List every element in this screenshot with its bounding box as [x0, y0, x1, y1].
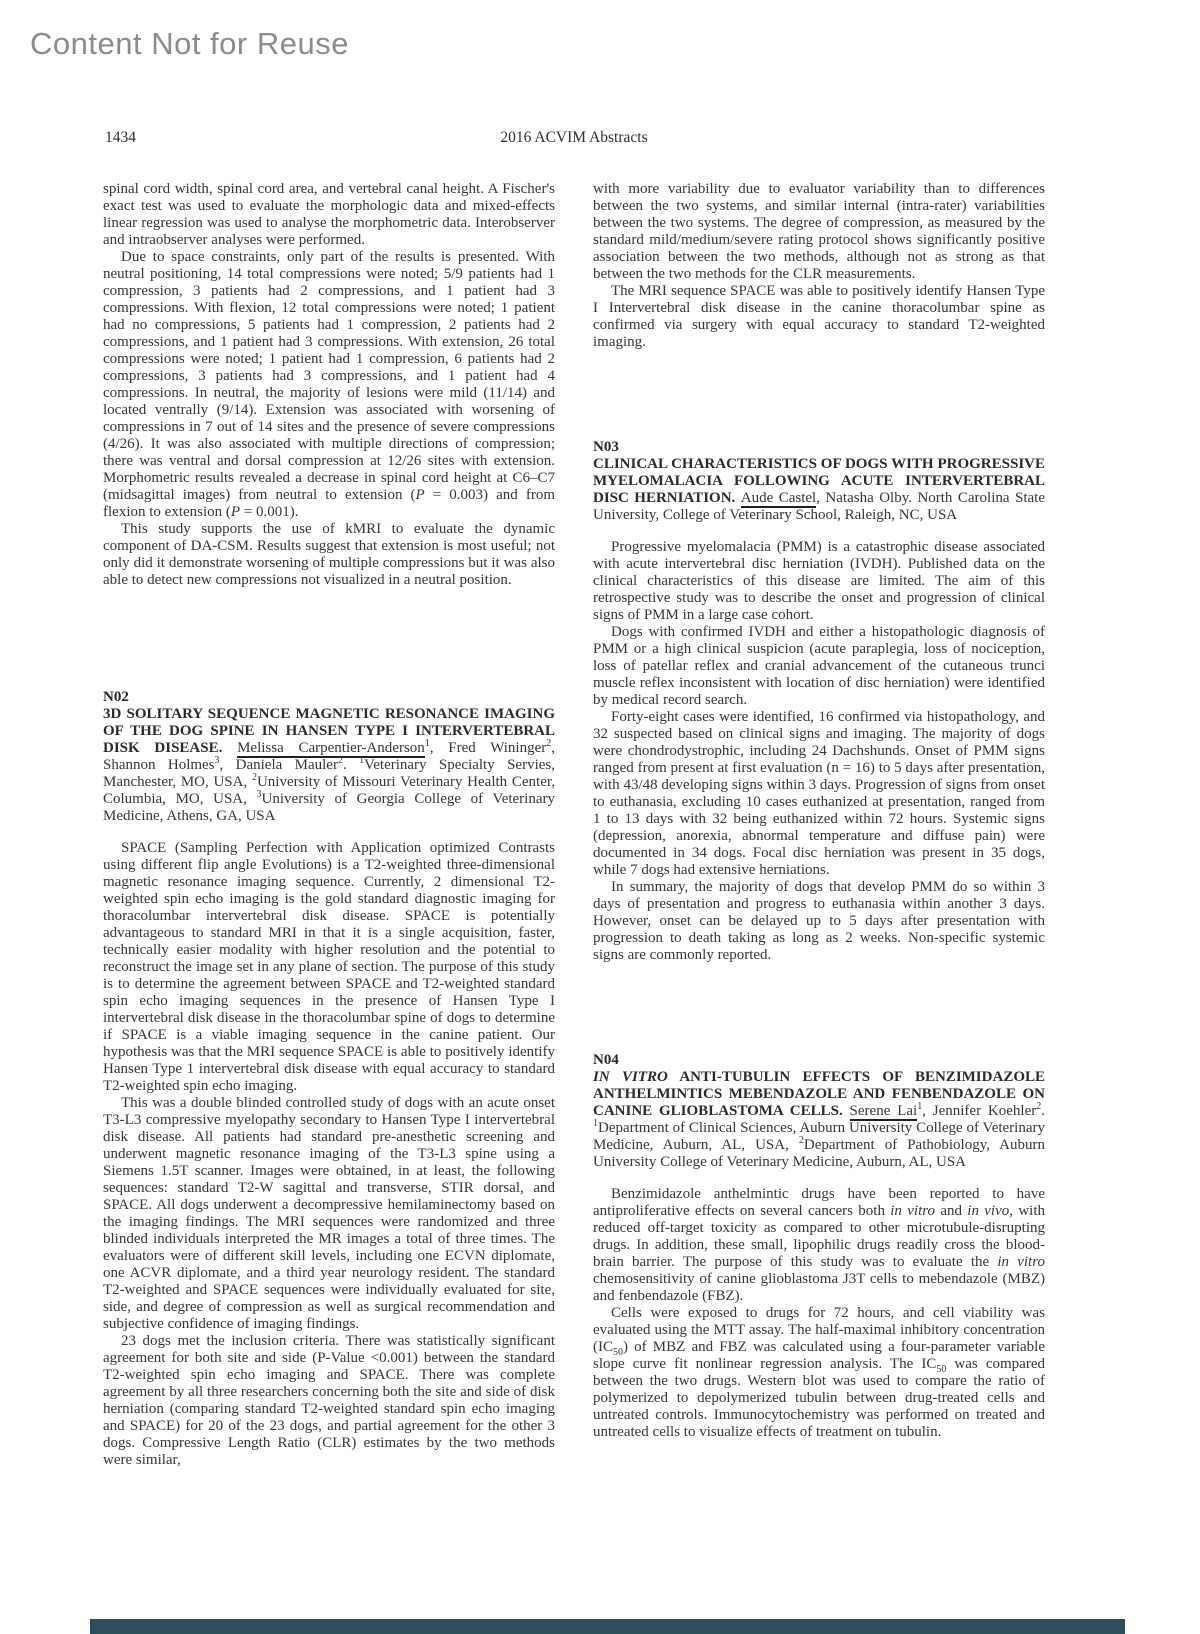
text-segment: and: [935, 1203, 968, 1219]
text-segment: , with reduced off-target toxicity as compared to other microtubule-disrupting drugs. In addition, these small, lipophilic drugs readily cross the blood-brain barrier. The purpose of this study was to evaluate the: [593, 1203, 1045, 1270]
text-segment: 2: [337, 755, 343, 766]
text-segment: P: [230, 504, 241, 520]
text-segment: in vitro: [890, 1203, 936, 1219]
abstract-paragraph: [593, 709, 1045, 879]
text-segment: Progressive myelomalacia (PMM) is a catastrophic disease associated with acute intervertebral disc herniation (IVDH). Published data on the clinical characteristics of this disease are limited. The aim of this retrospective study was to describe the onset and progression of clinical signs of PMM in a large case cohort.: [593, 539, 1045, 623]
text-segment: = 0.003) and from flexion to extension (: [103, 487, 555, 520]
abstract-id: N03: [593, 439, 619, 455]
text-segment: chemosensitivity of canine glioblastoma J3T cells to mebendazole (MBZ) and fenbendazole (FBZ).: [593, 1271, 1045, 1304]
text-segment: In summary, the majority of dogs that develop PMM do so within 3 days of presentation and progress to euthanasia within another 3 days. However, onset can be delayed up to 5 days after presentation with progression to death taking as long as 2 weeks. Non-specific systemic signs are commonly reported.: [593, 879, 1045, 963]
abstract-paragraph: [103, 840, 555, 1095]
text-segment: This study supports the use of kMRI to evaluate the dynamic component of DA-CSM. Results suggest that extension is most useful; not only did it demonstrate worsening of multiple compressions but it was also able to detect new compressions not visualized in a neutral position.: [103, 521, 555, 588]
text-segment: , Fred Wininger: [429, 740, 547, 756]
text-segment: 3: [214, 755, 220, 766]
text-segment: The MRI sequence SPACE was able to positively identify Hansen Type I Intervertebral disk disease in the canine thoracolumbar spine as confirmed via surgery with equal accuracy to standard T2-weighted imaging.: [593, 283, 1045, 350]
abstract-title-authors: [103, 706, 555, 825]
text-segment: , Natasha Olby. North Carolina State University, College of Veterinary School, Raleigh, NC, USA: [593, 490, 1045, 523]
abstract-title-authors: [593, 1069, 1045, 1171]
footer-bar: [90, 1619, 1125, 1634]
abstract-paragraph: [103, 521, 555, 589]
abstract-id: N02: [103, 689, 129, 705]
content-not-for-reuse-watermark: Content Not for Reuse: [30, 26, 349, 61]
abstract-heading: [593, 439, 1045, 524]
abstract-title-authors: [593, 456, 1045, 524]
abstract-paragraph: [103, 249, 555, 521]
text-segment: Benzimidazole anthelmintic drugs have been reported to have antiproliferative effects on several cancers both: [593, 1186, 1045, 1219]
abstract-paragraph: [593, 539, 1045, 624]
section-gap: [103, 589, 555, 689]
abstract-paragraph: [593, 879, 1045, 964]
text-segment: Dogs with confirmed IVDH and either a histopathologic diagnosis of PMM or a high clinical suspicion (acute paraplegia, loss of nociception, loss of patellar reflex and cranial advancement of the cutaneous trunci muscle reflex inconsistent with location of disc herniation) were identified by medical record search.: [593, 624, 1045, 708]
right-column: [593, 181, 1045, 1469]
text-segment: = 0.001).: [240, 504, 299, 520]
text-segment: Cells were exposed to drugs for 72 hours, and cell viability was evaluated using the MTT assay. The half-maximal inhibitory concentration (IC: [593, 1305, 1045, 1355]
text-segment: 23 dogs met the inclusion criteria. There was statistically significant agreement for both site and side (P-Value <0.001) between the standard T2-weighted spin echo imaging and SPACE. There was complete agreement by all three researchers concerning both the site and side of disk herniation (comparing standard T2-weighted standard spin echo imaging and SPACE) for 20 of the 23 dogs, and partial agreement for the other 3 dogs. Compressive Length Ratio (CLR) estimates by the two methods were similar,: [103, 1333, 555, 1468]
abstract-paragraph: [103, 1095, 555, 1333]
text-segment: 50: [936, 1364, 947, 1375]
text-segment: SPACE (Sampling Perfection with Application optimized Contrasts using different flip angle Evolutions) is a T2-weighted three-dimensional magnetic resonance imaging sequence. Currently, 2 dimensional T2-weighted spin echo imaging is the gold standard diagnostic imaging for thoracolumbar intervertebral disk disease. SPACE is potentially advantageous to standard MRI in that it is a single acquisition, faster, technically easier modality with higher resolution and the potential to reconstruct the image set in any plane of section. The purpose of this study is to determine the agreement between SPACE and T2-weighted standard spin echo imaging sequences in the presence of Hansen Type I intervertebral disk disease in the thoracolumbar spine of dogs to determine if SPACE is a viable imaging sequence in the canine patient. Our hypothesis was that the MRI sequence SPACE is able to positively identify Hansen Type 1 intervertebral disk disease with equal accuracy to standard T2-weighted spin echo imaging.: [103, 840, 555, 1094]
abstract-paragraph: [103, 1333, 555, 1469]
text-segment: in vivo: [967, 1203, 1010, 1219]
section-gap: [593, 351, 1045, 439]
abstract-paragraph: [593, 283, 1045, 351]
text-segment: 50: [613, 1347, 623, 1358]
text-segment: CLINICAL CHARACTERISTICS OF DOGS WITH PROGRESSIVE MYELOMALACIA FOLLOWING ACUTE INTERVERTEBRAL DISC HERNIATION.: [593, 456, 1045, 506]
text-segment: This was a double blinded controlled study of dogs with an acute onset T3-L3 compressive myelopathy secondary to Hansen Type I intervertebral disk disease. All patients had standard pre-anesthetic screening and underwent magnetic resonance imaging of the T3-L3 spine using a Siemens 1.5T scanner. Images were obtained, in at least, the following sequences: standard T2-W sagittal and transverse, STIR dorsal, and SPACE. All dogs underwent a decompressive hemilaminectomy based on the imaging findings. The MRI sequences were randomized and three blinded individuals interpreted the MR images a total of three times. The evaluators were of different skill levels, including one ECVN diplomate, one ACVR diplomate, and a third year neurology resident. The standard T2-weighted and SPACE sequences were individually evaluated for site, side, and degree of compression as well as surgical recommendation and subjective confidence of imaging findings.: [103, 1095, 555, 1332]
text-segment: 2: [798, 1135, 804, 1146]
text-segment: 2: [546, 738, 552, 749]
text-segment: , Daniela Mauler: [219, 757, 338, 773]
section-gap: [593, 964, 1045, 1052]
text-segment: University of Missouri Veterinary Health Center, Columbia, MO, USA,: [103, 774, 556, 807]
text-segment: 2: [1036, 1101, 1042, 1112]
abstract-paragraph: [593, 624, 1045, 709]
text-segment: P: [415, 487, 425, 503]
page-number: 1434: [105, 129, 136, 146]
abstract-paragraph: [593, 1186, 1045, 1305]
text-segment: Forty-eight cases were identified, 16 confirmed via histopathology, and 32 suspected based on clinical signs and imaging. The majority of dogs were chondrodystrophic, including 24 Dachshunds. Onset of PMM signs ranged from present at first evaluation (n = 16) to 5 days after presentation, with 43/48 developing signs within 3 days. Progression of signs from onset to euthanasia, excluding 10 cases euthanized at presentation, ranged from 1 to 13 days with 32 being euthanized within 72 hours. Systemic signs (depression, anorexia, abnormal temperature and diffuse pain) were documented in 34 dogs. Focal disc herniation was present in 35 dogs, while 7 dogs had extensive herniations.: [593, 709, 1045, 878]
text-segment: in vitro: [997, 1254, 1045, 1270]
text-segment: 1: [917, 1101, 923, 1112]
text-segment: Department of Clinical Sciences, Auburn University College of Veterinary Medicine, Auburn, AL, USA,: [593, 1120, 1045, 1153]
text-segment: spinal cord width, spinal cord area, and vertebral canal height. A Fischer's exact test was used to evaluate the morphologic data and mixed-effects linear regression was used to analyse the morphometric data. Interobserver and intraobserver analyses were performed.: [103, 181, 555, 248]
left-column: [103, 181, 555, 1469]
text-segment: with more variability due to evaluator variability than to differences between the two systems, and similar internal (intra-rater) variabilities between the two systems. The degree of compression, as measured by the standard mild/medium/severe rating protocol shows significantly positive association between the two methods, although not as strong as that between the two methods for the CLR measurements.: [593, 181, 1045, 282]
text-segment: .: [1041, 1103, 1045, 1119]
abstract-heading: [593, 1052, 1045, 1171]
text-segment: 1: [593, 1118, 598, 1129]
text-segment: 1: [359, 755, 365, 766]
text-segment: .: [342, 757, 360, 773]
abstract-paragraph: [593, 1305, 1045, 1441]
text-segment: Veterinary Specialty Servies, Manchester, MO, USA,: [103, 757, 555, 790]
text-segment: ANTI-TUBULIN EFFECTS OF BENZIMIDAZOLE ANTHELMINTICS MEBENDAZOLE AND FENBENDAZOLE ON CANINE GLIOBLASTOMA CELLS.: [593, 1069, 1045, 1119]
abstract-heading: [103, 689, 555, 825]
text-segment: , Shannon Holmes: [103, 740, 555, 773]
text-segment: ) of MBZ and FBZ was calculated using a four-parameter variable slope curve fit nonlinear regression analysis. The IC: [593, 1339, 1045, 1372]
text-segment: University of Georgia College of Veterinary Medicine, Athens, GA, USA: [103, 791, 555, 824]
text-segment: Aude Castel: [740, 490, 817, 506]
abstract-paragraph: [593, 181, 1045, 283]
text-segment: 1: [424, 738, 430, 749]
abstract-paragraph: [103, 181, 555, 249]
text-segment: 3D SOLITARY SEQUENCE MAGNETIC RESONANCE IMAGING OF THE DOG SPINE IN HANSEN TYPE I INTERVERTEBRAL DISK DISEASE.: [103, 706, 555, 756]
text-segment: Department of Pathobiology, Auburn University College of Veterinary Medicine, Auburn, AL, USA: [593, 1137, 1045, 1170]
text-segment: 2: [251, 772, 257, 783]
text-segment: 3: [256, 789, 262, 800]
page-header: [103, 129, 1045, 149]
journal-header-title: 2016 ACVIM Abstracts: [500, 129, 648, 146]
text-segment: IN VITRO: [593, 1069, 668, 1085]
abstracts-body: [103, 181, 1045, 1469]
text-segment: was compared between the two drugs. Western blot was used to compare the ratio of polymerized to depolymerized tubulin between drug-treated cells and untreated controls. Immunocytochemistry was performed on treated and untreated cells to visualize effects of treatment on tubulin.: [593, 1356, 1045, 1440]
text-segment: Serene Lai: [849, 1103, 918, 1119]
text-segment: Due to space constraints, only part of the results is presented. With neutral positioning, 14 total compressions were noted; 5/9 patients had 1 compression, 3 patients had 2 compressions, and 1 patient had 3 compressions. With flexion, 12 total compressions were noted; 1 patient had no compressions, 5 patients had 1 compression, 2 patients had 2 compressions, and 1 patient had 3 compressions. With extension, 26 total compressions were noted; 1 patient had 1 compression, 6 patients had 2 compressions, 3 patients had 3 compressions, and 1 patient had 4 compressions. In neutral, the majority of lesions were mild (11/14) and located ventrally (9/14). Extension was associated with worsening of compressions in 7 out of 14 sites and the presence of severe compressions (4/26). It was also associated with multiple directions of compression; there was ventral and dorsal compression at 12/26 sites with extension. Morphometric results revealed a decrease in spinal cord height at C6–C7 (midsagittal images) from neutral to extension (: [103, 249, 555, 503]
abstract-id: N04: [593, 1052, 619, 1068]
text-segment: , Jennifer Koehler: [922, 1103, 1037, 1119]
text-segment: Melissa Carpentier-Anderson: [237, 740, 425, 756]
